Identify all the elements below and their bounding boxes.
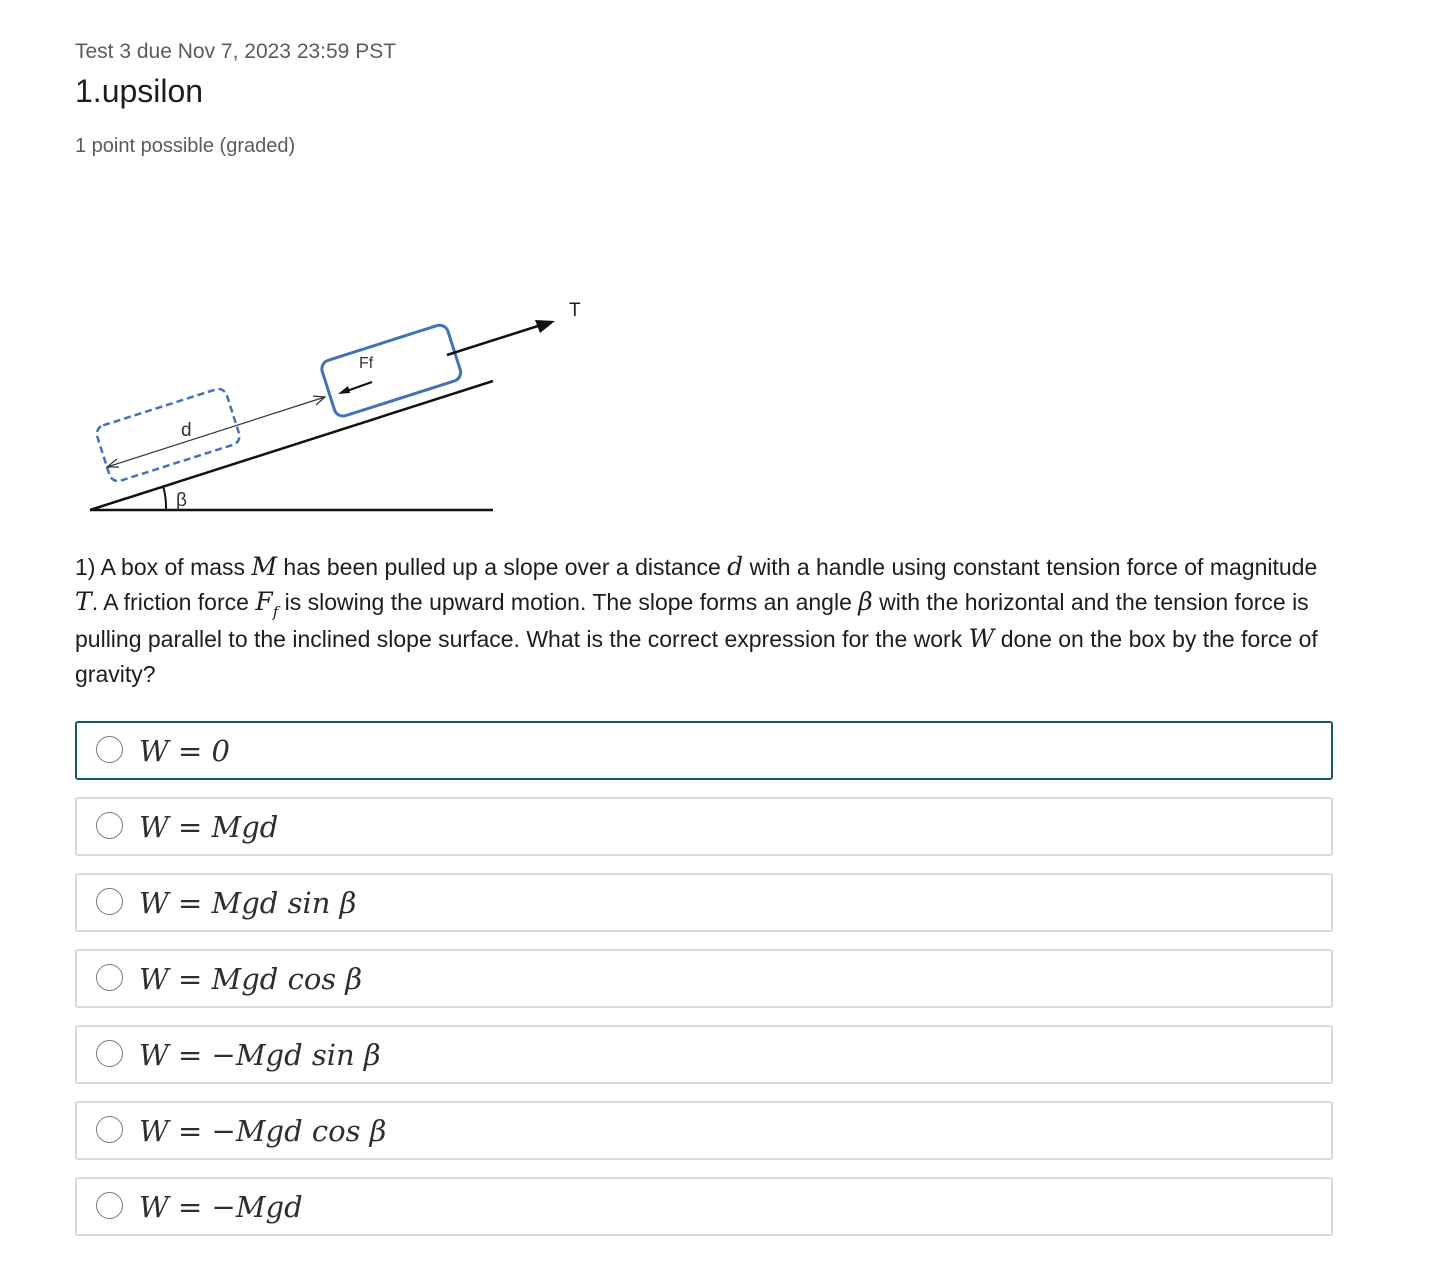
radio-button[interactable] [96, 1040, 123, 1067]
var-T: T [75, 586, 92, 616]
choice-option[interactable] [75, 721, 1333, 780]
displacement-arrow [107, 397, 325, 467]
radio-button[interactable] [96, 1192, 123, 1219]
var-f-sub: f [272, 602, 279, 621]
choice-option[interactable] [75, 1177, 1333, 1236]
radio-button[interactable] [96, 736, 123, 763]
label-ff: Ff [359, 355, 374, 372]
angle-arc [163, 486, 166, 510]
slope-line [90, 381, 493, 510]
choice-expression: W = −Mgd [139, 1189, 303, 1224]
choice-option[interactable] [75, 797, 1333, 856]
answer-choices [75, 721, 1333, 1253]
question-text: 1) A box of mass M has been pulled up a slope over a distance d with a handle using constant tension force of magnitude T. A friction force $F_f$ is slowing the upward motion. The slope forms an angle β with the horizontal and the tension force is pulling parallel to the inclined slope surface. What is the correct expression for the work W done on the box by the force of gravity? [75, 552, 1318, 687]
var-M: M [251, 552, 278, 581]
choice-expression: W = Mgd sin β [139, 885, 357, 920]
radio-button[interactable] [96, 964, 123, 991]
var-W: W [968, 624, 995, 653]
var-F: F [255, 586, 273, 616]
points-possible: 1 point possible (graded) [75, 135, 296, 157]
label-beta: β [176, 490, 187, 511]
choice-option[interactable] [75, 873, 1333, 932]
choice-expression: W = −Mgd sin β [139, 1037, 381, 1072]
choice-expression: W = 0 [139, 733, 230, 768]
choice-option[interactable] [75, 1025, 1333, 1084]
choice-expression: W = −Mgd cos β [139, 1113, 387, 1148]
due-date: Test 3 due Nov 7, 2023 23:59 PST [75, 40, 397, 63]
var-beta: β [858, 586, 873, 616]
choice-expression: W = Mgd [139, 809, 279, 844]
choice-expression: W = Mgd cos β [139, 961, 363, 996]
label-t: T [569, 300, 581, 321]
radio-button[interactable] [96, 812, 123, 839]
radio-button[interactable] [96, 888, 123, 915]
incline-diagram [85, 290, 625, 525]
label-d: d [181, 420, 192, 441]
final-box [320, 323, 463, 418]
tension-arrow [447, 325, 541, 355]
var-d: d [727, 552, 744, 581]
choice-option[interactable] [75, 949, 1333, 1008]
problem-title: 1.upsilon [75, 73, 204, 109]
choice-option[interactable] [75, 1101, 1333, 1160]
radio-button[interactable] [96, 1116, 123, 1143]
